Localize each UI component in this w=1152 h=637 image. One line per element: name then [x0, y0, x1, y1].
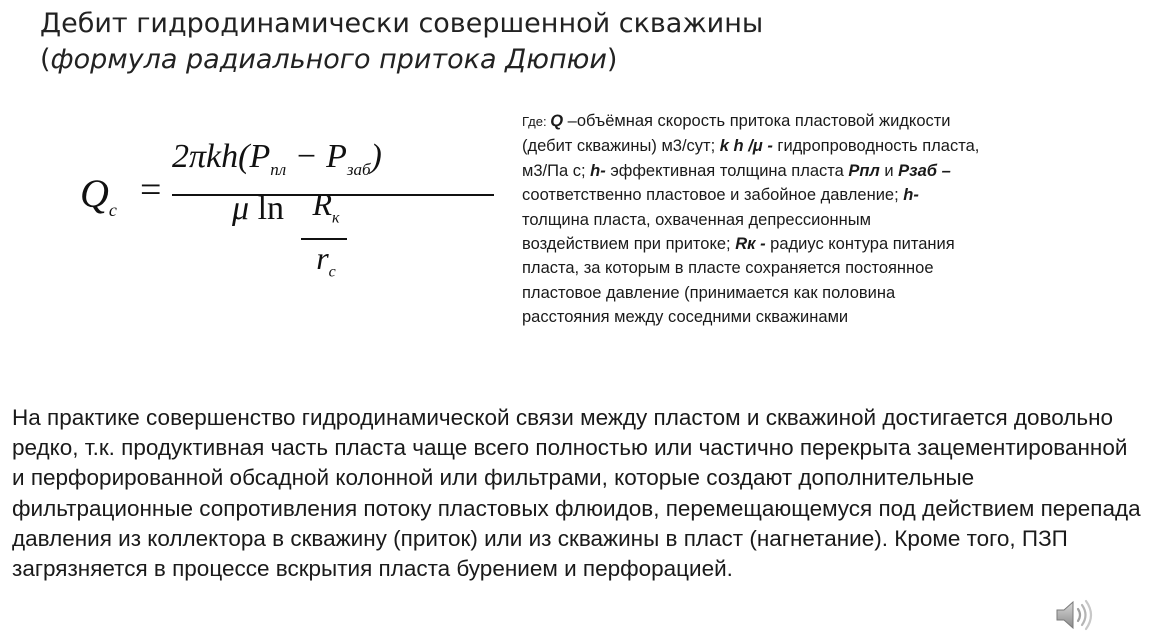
formula-frac-bot-sub: c [328, 263, 336, 281]
speaker-icon-graphic [1054, 598, 1098, 632]
formula-num-prefix: 2πkh(P [172, 138, 271, 175]
legend-t5: соответственно пластовое и забойное давление; [522, 186, 904, 205]
formula-num-close: ) [370, 138, 382, 175]
formula-denominator [232, 190, 284, 228]
formula-inner-fraction [301, 186, 351, 290]
formula-frac-bot-symbol: r [316, 239, 329, 276]
legend-h1: h- [590, 161, 606, 180]
body-paragraph: На практике совершенство гидродинамической связи между пластом и скважиной достигается довольно редко, т.к. продуктивная часть пласта чаще всего полностью или частично перекрыта зацементированной и перфорированной обсадной колонной или фильтрами, которые создают дополнительные фильтрационные сопротивления потоку пластовых флюидов, перемещающемуся под действием перепада давления из коллектора в скважину (приток) или из скважины в пласт (нагнетание). Кроме того, ПЗП загрязняется в процессе вскрытия пласта бурением и перфорацией. [12, 405, 1141, 582]
formula-den-mu: μ [232, 190, 250, 227]
formula-numerator [172, 138, 382, 180]
speaker-icon[interactable] [1054, 598, 1098, 632]
legend-h2: h- [903, 186, 919, 205]
slide-title: Дебит гидродинамически совершенной скважины [40, 8, 764, 39]
legend-t2: гидропроводность пласта, м3/Па с; [522, 137, 980, 180]
legend-t3: эффективная толщина пласта [605, 161, 849, 180]
legend-t6: толщина пласта, охваченная депрессионным воздействием при притоке; [522, 210, 871, 254]
subtitle-open-paren: ( [40, 44, 51, 75]
formula-legend [522, 109, 982, 330]
formula-num-minus: − P [286, 138, 347, 175]
subtitle-text: формула радиального притока Дюпюи [50, 44, 607, 75]
legend-rpl: Рпл [848, 161, 880, 180]
formula-lhs [80, 170, 117, 221]
formula-lhs-symbol: Q [80, 171, 109, 216]
formula-num-sub-zab: заб [346, 159, 371, 179]
formula-num-sub-pl: пл [270, 159, 287, 179]
slide-subtitle [40, 42, 617, 78]
formula-frac-top-sub: к [332, 209, 340, 227]
subtitle-close-paren: ) [606, 44, 618, 75]
legend-q: Q [550, 112, 564, 130]
formula-frac-bottom [301, 240, 351, 290]
legend-t4: и [879, 161, 899, 180]
formula-lhs-subscript: c [108, 200, 117, 220]
legend-rzab: Рзаб – [898, 161, 951, 180]
legend-where: Где: [522, 114, 551, 129]
formula-frac-top-symbol: R [312, 186, 333, 222]
formula-frac-top [301, 186, 351, 236]
formula-den-ln: ln [249, 190, 285, 227]
legend-rk: Rк - [735, 235, 766, 254]
legend-t7: радиус контура питания пласта, за которым в пласте сохраняется постоянное пластовое давление (принимается как половина расстояния между соседними скважинами [522, 235, 955, 327]
dupuit-formula [80, 138, 440, 281]
formula-equals: = [140, 169, 162, 211]
legend-kh: k h /μ - [719, 137, 773, 156]
legend-t1: –объёмная скорость притока пластовой жидкости (дебит скважины) м3/сут; [522, 112, 951, 156]
